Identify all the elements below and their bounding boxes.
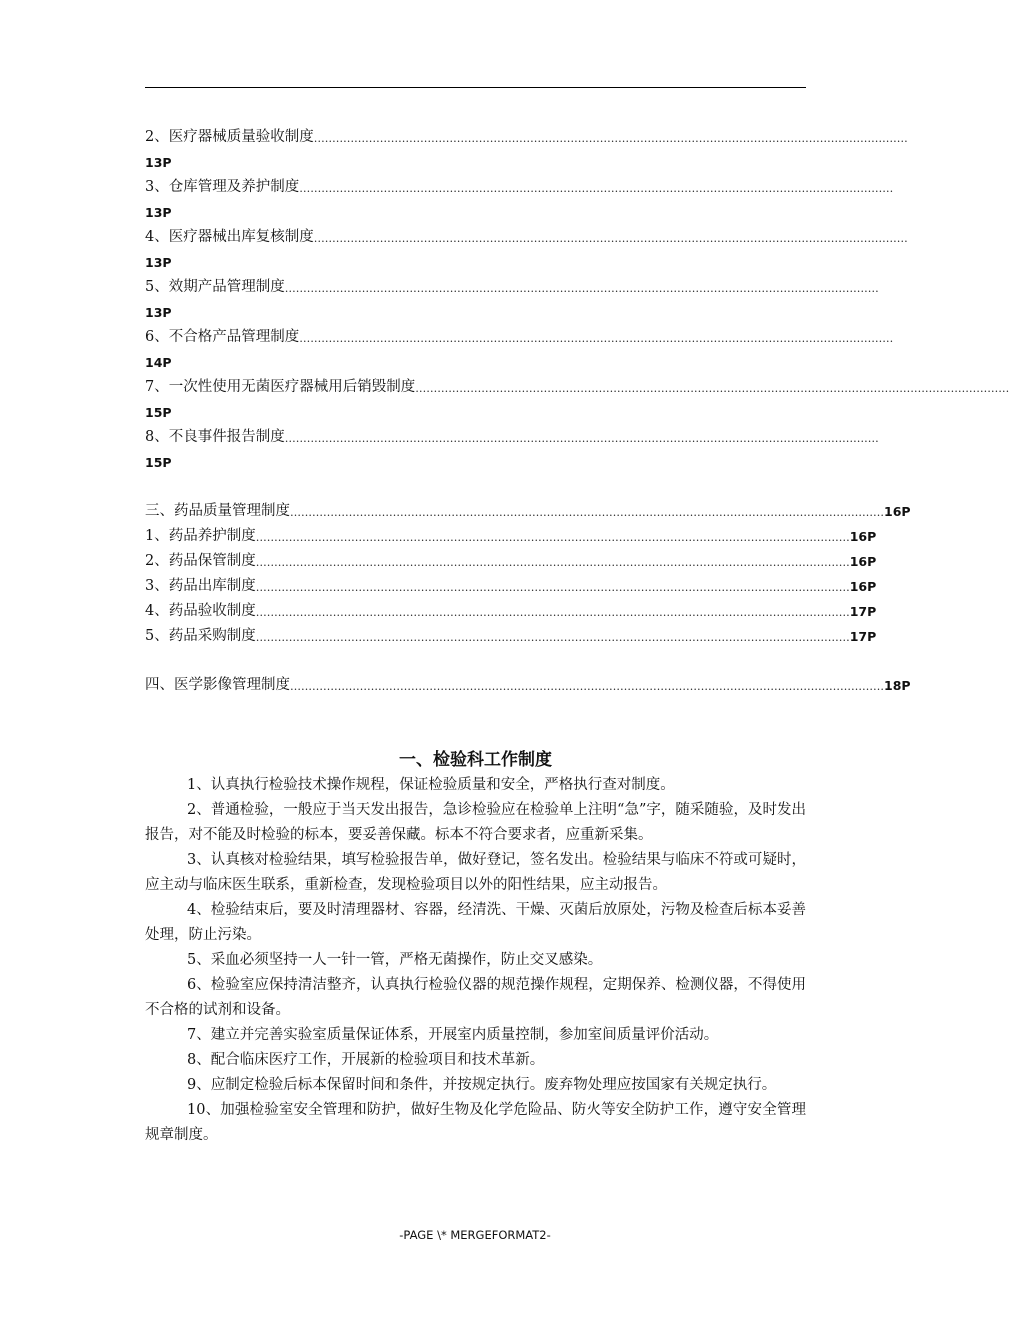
toc-entry (145, 549, 877, 574)
toc-page-number: 16P (884, 504, 911, 519)
toc-leader-dots: ……………………………………………………………………………………………………………………………………………… (313, 232, 908, 245)
toc-page-number: 13P (145, 205, 172, 220)
toc-title: 8、不良事件报告制度 (145, 429, 285, 445)
section-body (145, 773, 806, 1148)
toc-page-number: 15P (145, 455, 172, 470)
toc-title: 2、药品保管制度 (145, 553, 256, 569)
toc-title: 四、医学影像管理制度 (145, 677, 290, 693)
toc-entry-line (145, 375, 1009, 400)
toc-page-number: 13P (145, 305, 172, 320)
header-rule (145, 87, 806, 88)
toc-page-number: 15P (145, 405, 172, 420)
toc-leader-dots: ……………………………………………………………………………………………………………………………………………… (299, 332, 894, 345)
toc-entry-line (145, 275, 879, 300)
toc-entry (145, 524, 877, 549)
toc-entry (145, 175, 894, 225)
body-paragraph: 7、建立并完善实验室质量保证体系，开展室内质量控制，参加室间质量评价活动。 (187, 1027, 719, 1043)
toc-leader-dots: ……………………………………………………………………………………………………………………………………………… (255, 581, 850, 594)
toc-entry (145, 624, 877, 649)
toc-entry (145, 275, 879, 325)
toc-page-number: 16P (849, 579, 877, 594)
toc-entry-line (145, 325, 894, 350)
toc-leader-dots: ……………………………………………………………………………………………………………………………………………… (290, 506, 884, 519)
body-paragraph: 2、普通检验，一般应于当天发出报告，急诊检验应在检验单上注明“急”字，随采随验，及时发出报告，对不能及时检验的标本，要妥善保藏。标本不符合要求者，应重新采集。 (145, 802, 806, 843)
toc-title: 4、药品验收制度 (145, 603, 256, 619)
body-paragraph: 5、采血必须坚持一人一针一管，严格无菌操作，防止交叉感染。 (187, 952, 603, 968)
toc-leader-dots: ……………………………………………………………………………………………………………………………………………… (255, 606, 850, 619)
toc-title: 4、医疗器械出库复核制度 (145, 229, 314, 245)
toc-title: 3、药品出库制度 (145, 578, 256, 594)
page-footer-field: -PAGE \* MERGEFORMAT2- (399, 1228, 551, 1242)
toc-leader-dots: ……………………………………………………………………………………………………………………………………………… (284, 282, 879, 295)
toc-entry-line (145, 425, 879, 450)
toc-title: 2、医疗器械质量验收制度 (145, 129, 314, 145)
toc-leader-dots: ……………………………………………………………………………………………………………………………………………… (290, 680, 884, 693)
toc-page-number: 17P (849, 629, 877, 644)
body-paragraph: 4、检验结束后，要及时清理器材、容器，经清洗、干燥、灭菌后放原处，污物及检查后标本妥善处理，防止污染。 (145, 902, 806, 943)
toc-page-number: 13P (145, 155, 172, 170)
toc-entry (145, 225, 908, 275)
toc-spacer (145, 649, 806, 673)
body-paragraph: 9、应制定检验后标本保留时间和条件，并按规定执行。废弃物处理应按国家有关规定执行。 (187, 1077, 777, 1093)
toc-page-number: 16P (849, 554, 877, 569)
toc-leader-dots: ……………………………………………………………………………………………………………………………………………… (255, 556, 850, 569)
toc-entry-line (145, 225, 908, 250)
toc-entry (145, 375, 1009, 425)
toc-page-number: 13P (145, 255, 172, 270)
body-paragraph: 1、认真执行检验技术操作规程，保证检验质量和安全，严格执行查对制度。 (187, 777, 675, 793)
toc-group-drugs (145, 524, 877, 649)
toc-heading-medical-imaging (145, 673, 911, 698)
toc-leader-dots: ……………………………………………………………………………………………………………………………………………… (284, 432, 879, 445)
toc-title: 3、仓库管理及养护制度 (145, 179, 300, 195)
toc-title: 5、效期产品管理制度 (145, 279, 285, 295)
toc-leader-dots: ……………………………………………………………………………………………………………………………………………… (415, 382, 1009, 395)
body-paragraph: 6、检验室应保持清洁整齐，认真执行检验仪器的规范操作规程，定期保养、检测仪器，不得使用不合格的试剂和设备。 (145, 977, 806, 1018)
toc-leader-dots: ……………………………………………………………………………………………………………………………………………… (255, 631, 850, 644)
toc-spacer (145, 475, 806, 499)
toc-title: 7、一次性使用无菌医疗器械用后销毁制度 (145, 379, 416, 395)
section-title: 一、检验科工作制度 (399, 750, 552, 770)
body-paragraph: 3、认真核对检验结果，填写检验报告单，做好登记，签名发出。检验结果与临床不符或可疑时，应主动与临床医生联系，重新检查，发现检验项目以外的阳性结果，应主动报告。 (145, 852, 806, 893)
toc-title: 6、不合格产品管理制度 (145, 329, 300, 345)
toc-title: 5、药品采购制度 (145, 628, 256, 644)
toc-leader-dots: ……………………………………………………………………………………………………………………………………………… (299, 182, 894, 195)
toc-leader-dots: ……………………………………………………………………………………………………………………………………………… (313, 132, 908, 145)
table-of-contents (145, 125, 1009, 698)
body-paragraph: 8、配合临床医疗工作，开展新的检验项目和技术革新。 (187, 1052, 545, 1068)
toc-group-medical-devices (145, 125, 1009, 475)
toc-entry (145, 425, 879, 475)
toc-page-number: 18P (884, 678, 911, 693)
toc-title: 1、药品养护制度 (145, 528, 256, 544)
body-paragraph: 10、加强检验室安全管理和防护，做好生物及化学危险品、防火等安全防护工作，遵守安全管理规章制度。 (145, 1102, 806, 1143)
toc-heading-drug-quality (145, 499, 911, 524)
toc-entry (145, 125, 908, 175)
toc-page-number: 16P (849, 529, 877, 544)
toc-entry-line (145, 175, 894, 200)
toc-entry (145, 599, 877, 624)
toc-leader-dots: ……………………………………………………………………………………………………………………………………………… (255, 531, 850, 544)
toc-entry-line (145, 125, 908, 150)
toc-entry (145, 325, 894, 375)
toc-title: 三、药品质量管理制度 (145, 503, 290, 519)
toc-entry (145, 574, 877, 599)
toc-page-number: 14P (145, 355, 172, 370)
toc-page-number: 17P (849, 604, 877, 619)
